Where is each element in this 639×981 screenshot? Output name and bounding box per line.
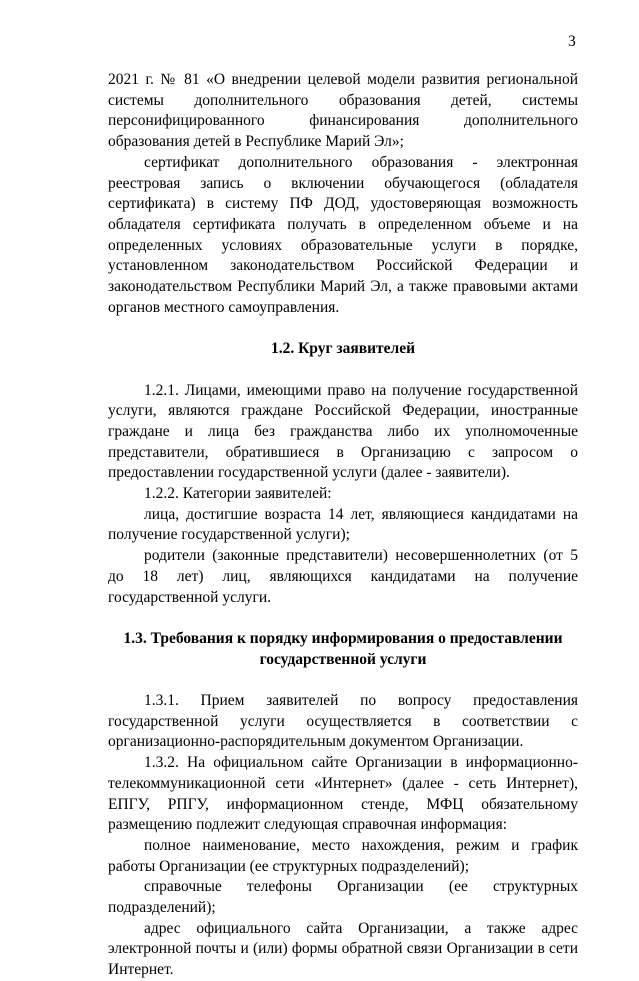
section-1-3-heading-line-2: государственной услуги xyxy=(259,650,427,668)
section-1-3-paragraph-3: полное наименование, место нахождения, режим и график работы Организации (ее структурных подразделений); xyxy=(108,836,578,875)
intro-paragraph-2: сертификат дополнительного образования - электронная реестровая запись о включении обучающегося (обладателя сертификата) в систему ПФ ДОД, удостоверяющая возможность обладателя сертификата получать в определенном объеме и на определенных условиях образовательные услуги в порядке, установленном законодательством Российской Федерации и законодательством Республики Марий Эл, а также правовыми актами органов местного самоуправления. xyxy=(108,153,578,316)
section-1-2-paragraph-1: 1.2.1. Лицами, имеющими право на получение государственной услуги, являются граждане Российской Федерации, иностранные граждане и лица без гражданства либо их уполномоченные представители, обратившиеся в Организацию с запросом о предоставлении государственной услуги (далее - заявители). xyxy=(108,381,578,482)
section-1-2-heading: 1.2. Круг заявителей xyxy=(270,340,416,358)
section-1-2-paragraph-2: 1.2.2. Категории заявителей: xyxy=(144,485,332,503)
page-number: 3 xyxy=(568,33,576,50)
section-1-3-heading-line-1: 1.3. Требования к порядку информирования о предоставлении xyxy=(123,629,563,647)
section-1-3-paragraph-1: 1.3.1. Прием заявителей по вопросу предоставления государственной услуги осуществляется в соответствии с организационно-распорядительным документом Организации. xyxy=(108,692,578,751)
section-1-3-paragraph-2: 1.3.2. На официальном сайте Организации в информационно-телекоммуникационной сети «Интернет» (далее - сеть Интернет), ЕПГУ, РПГУ, информационном стенде, МФЦ обязательному размещению подлежит следующая справочная информация: xyxy=(108,754,578,834)
section-1-3-heading xyxy=(108,629,578,670)
section-1-2-paragraph-4: родители (законные представители) несовершеннолетних (от 5 до 18 лет) лиц, являющихся кандидатами на получение государственной услуги. xyxy=(108,547,578,606)
section-1-3-paragraph-5: адрес официального сайта Организации, а также адрес электронной почты и (или) формы обратной связи Организации в сети Интернет. xyxy=(108,919,578,979)
document-body xyxy=(108,70,578,981)
section-1-3-paragraph-4: справочные телефоны Организации (ее структурных подразделений); xyxy=(108,878,578,917)
section-1-2-paragraph-3: лица, достигшие возраста 14 лет, являющиеся кандидатами на получение государственной услуги); xyxy=(108,505,578,544)
intro-paragraph-1: 2021 г. № 81 «О внедрении целевой модели развития региональной системы дополнительного образования детей, системы персонифицированного финансирования дополнительного образования детей в Республике Марий Эл»; xyxy=(108,71,578,151)
